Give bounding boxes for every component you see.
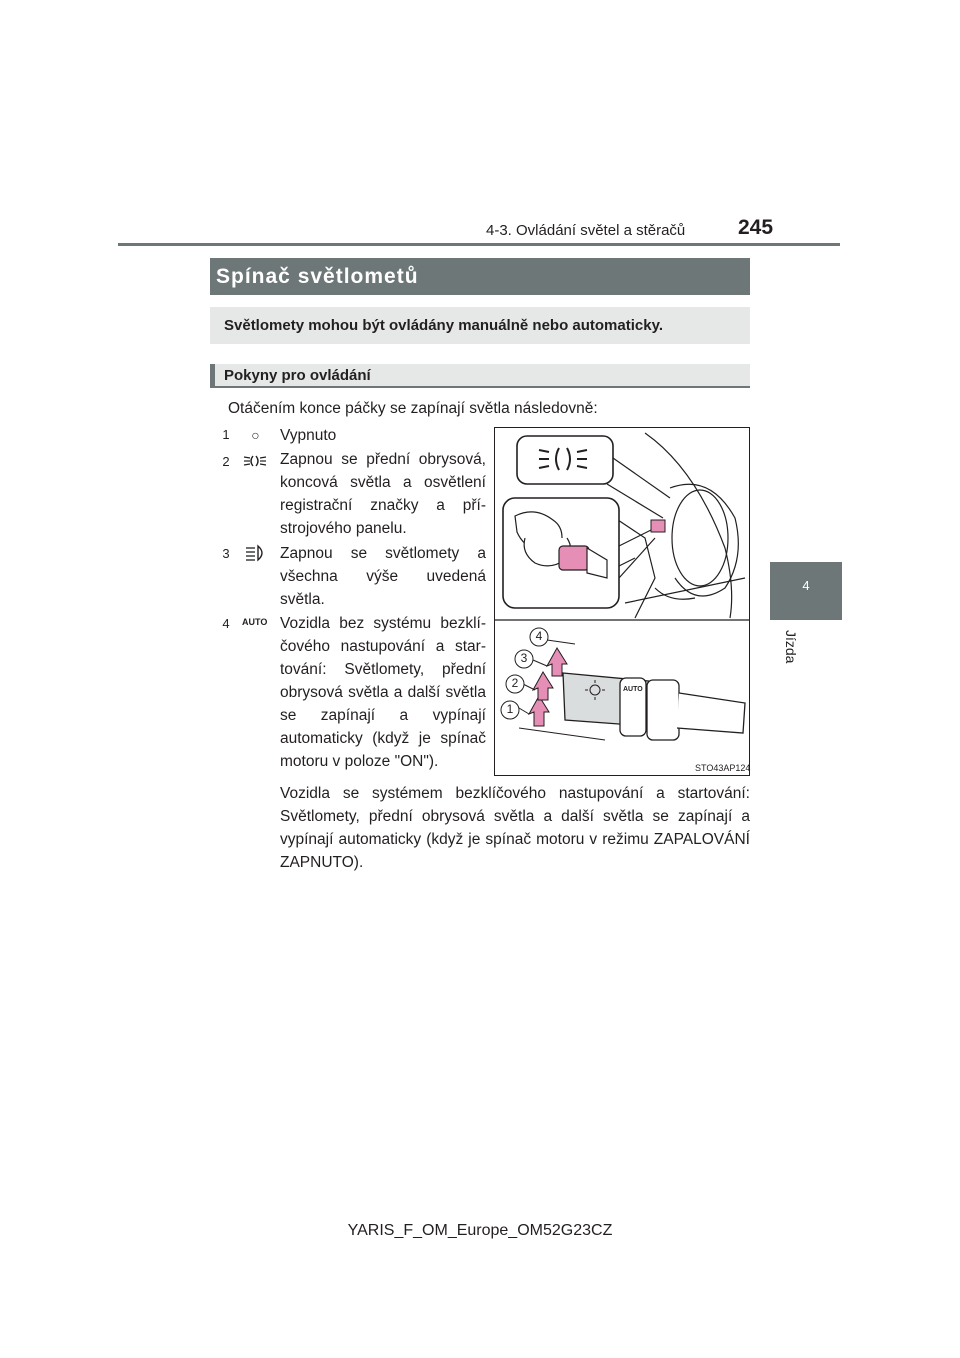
intro-text: Světlomety mohou být ovládány manuálně nebo automaticky. [224,317,663,334]
item-text: Vozidla bez systému bezklíčového nastupování a startování: Světlomety, přední obrysová světla a další světla se zapínají a vypínají automaticky (když je spínač motoru v poloze "ON"). [280,615,486,770]
callout-2: 2 [511,676,519,690]
side-lights-icon [243,452,269,470]
chapter-tab-number: 4 [802,578,810,593]
lever-auto-label: AUTO [623,686,643,693]
callout-4: 4 [535,629,543,643]
item-number: 1 [222,427,230,442]
item-number: 3 [222,546,230,561]
header-divider [118,243,840,246]
item-text: Vypnuto [280,427,337,444]
callout-3: 3 [520,651,528,665]
figure-illustration [494,427,750,776]
callout-1: 1 [506,702,514,716]
auto-icon: AUTO [242,617,268,627]
subsection-title: Pokyny pro ovládání [224,367,371,384]
lead-text: Otáčením konce páčky se zapínají světla následovně: [228,400,598,417]
trailing-text: Vozidla se systémem bezklíčového nastupování a startování: Světlomety, přední obrysová světla a další světla se zapínají a vypínají automaticky (když je spínač motoru v režimu ZAPALOVÁNÍ ZAPNUTO). [280,785,750,871]
section-header: 4-3. Ovládání světel a stěračů [486,222,686,239]
headlight-icon [244,544,268,562]
item-text: Zapnou se světlomety a všechna výše uvedená světla. [280,545,486,608]
chapter-tab-label: Jízda [783,630,799,664]
figure-code: STO43AP124 [695,763,751,773]
page-title: Spínač světlometů [216,265,419,288]
item-number: 2 [222,454,230,469]
item-number: 4 [222,616,230,631]
footer-doc-id: YARIS_F_OM_Europe_OM52G23CZ [347,1222,613,1239]
off-icon: ○ [251,427,260,443]
page-number: 245 [738,216,774,239]
item-text: Zapnou se přední obrysová, koncová světla a osvětlení registrační značky a přístrojového panelu. [280,451,486,537]
